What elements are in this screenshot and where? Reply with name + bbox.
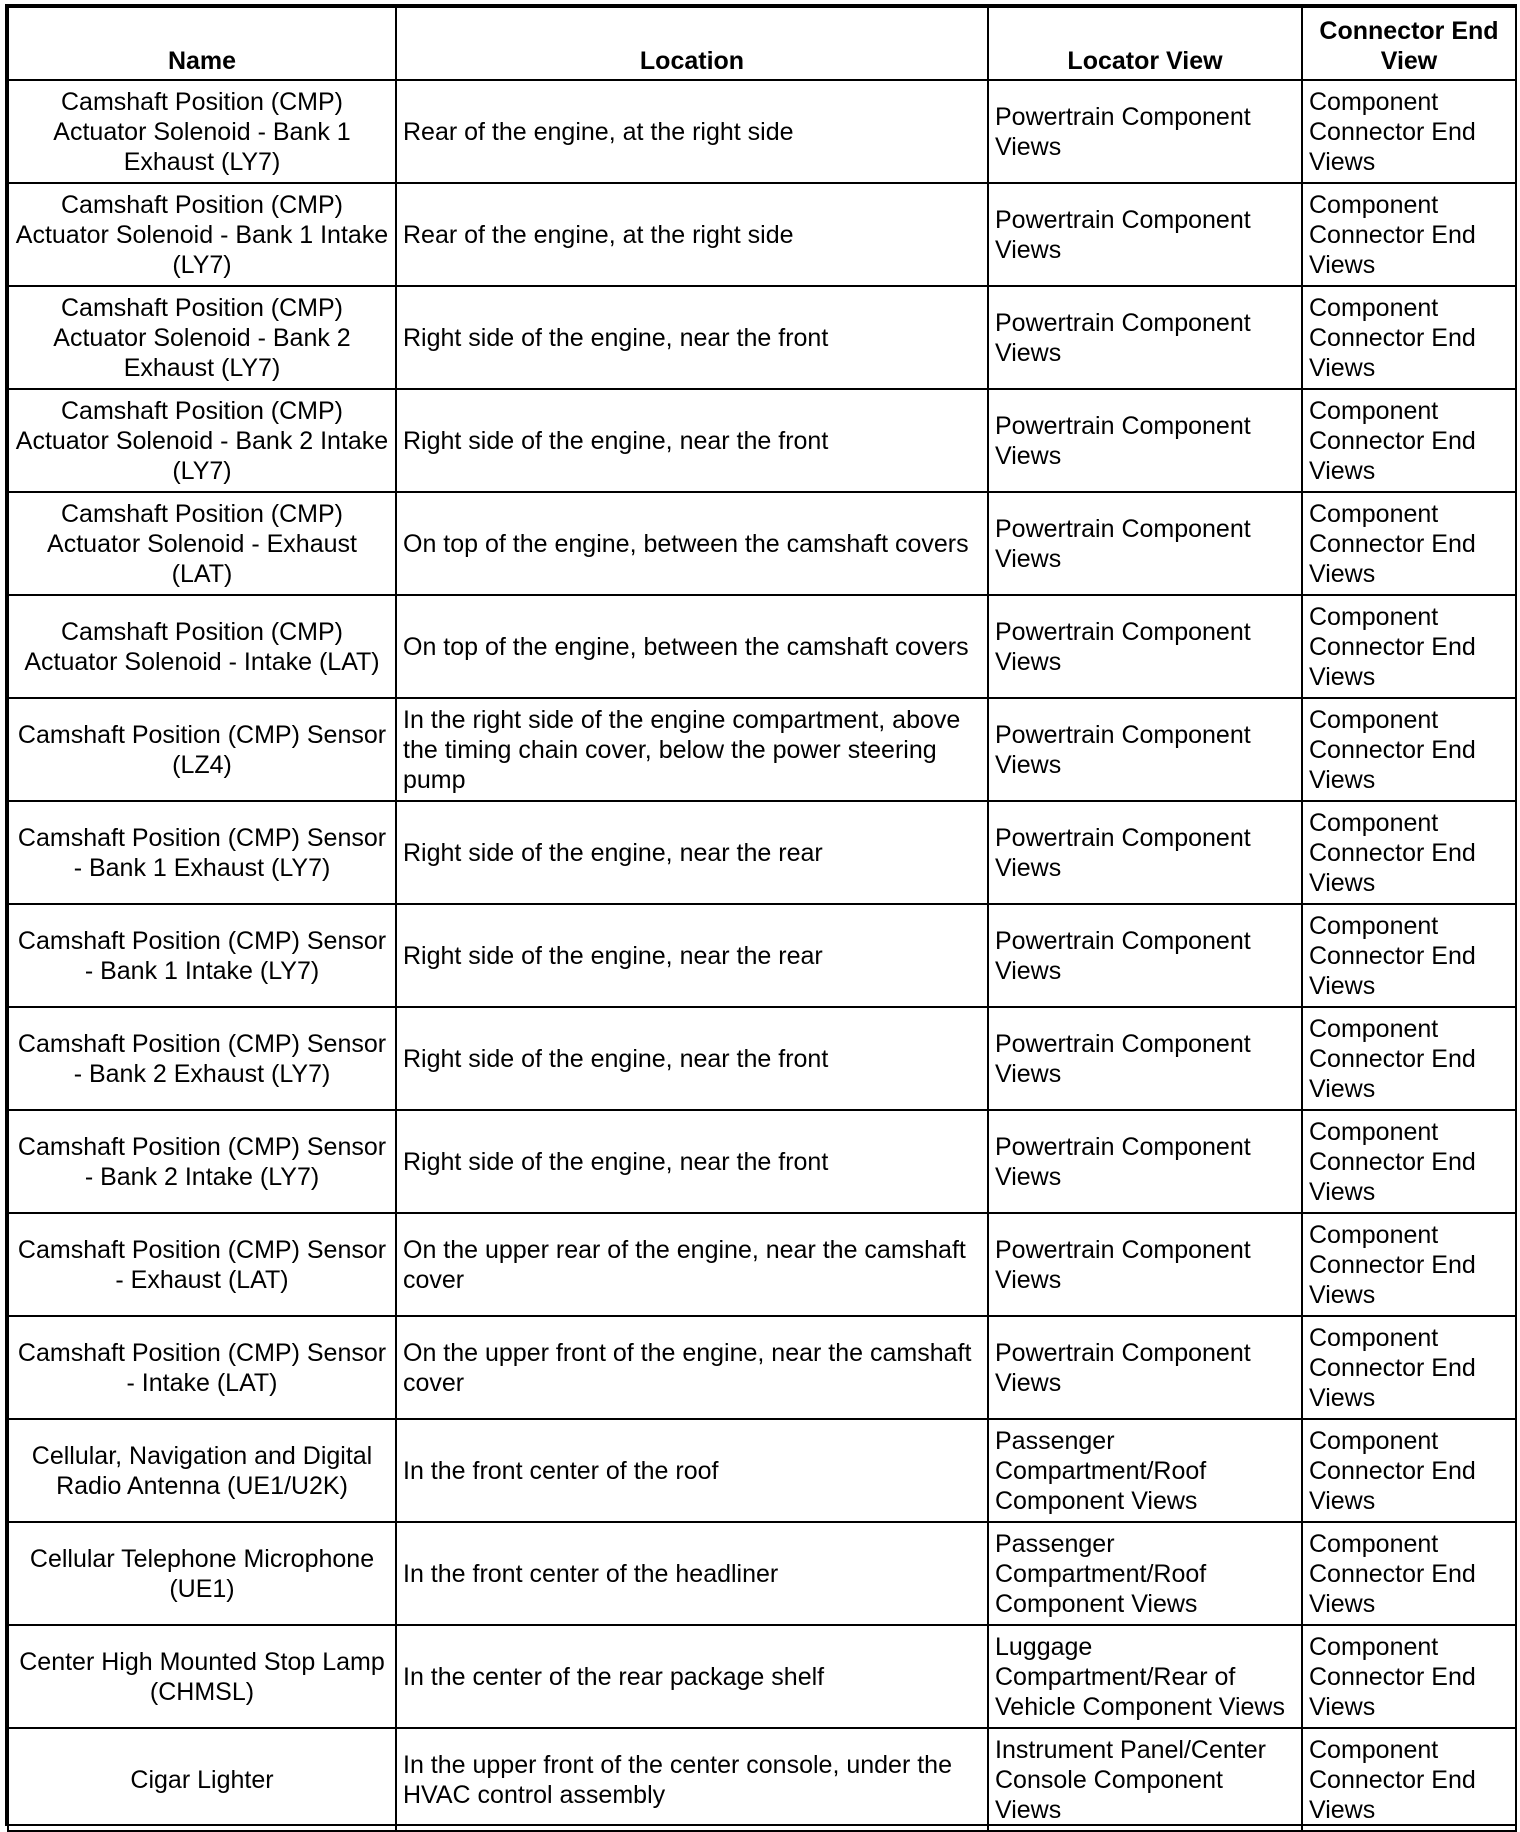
name-cell: Cellular Telephone Microphone (UE1) (8, 1522, 396, 1625)
table-row (8, 1213, 1516, 1316)
name-cell: Camshaft Position (CMP) Actuator Solenoid - Intake (LAT) (8, 595, 396, 698)
locator-view-cell: Luggage Compartment/Rear of Vehicle Component Views (988, 1625, 1302, 1728)
locator-view-cell: Powertrain Component Views (988, 1213, 1302, 1316)
name-cell: Camshaft Position (CMP) Actuator Solenoid - Bank 1 Exhaust (LY7) (8, 80, 396, 183)
location-cell: Right side of the engine, near the front (396, 1110, 988, 1213)
table-row (8, 1316, 1516, 1419)
name-cell: Camshaft Position (CMP) Actuator Solenoid - Bank 2 Intake (LY7) (8, 389, 396, 492)
location-cell: On top of the engine, between the camshaft covers (396, 595, 988, 698)
table-row (8, 492, 1516, 595)
locator-view-cell: Powertrain Component Views (988, 1110, 1302, 1213)
location-cell: In the upper front of the center console, under the HVAC control assembly (396, 1728, 988, 1831)
location-cell: Rear of the engine, at the right side (396, 183, 988, 286)
locator-view-cell: Powertrain Component Views (988, 183, 1302, 286)
location-cell: Rear of the engine, at the right side (396, 80, 988, 183)
location-cell: Right side of the engine, near the rear (396, 904, 988, 1007)
name-cell: Camshaft Position (CMP) Actuator Solenoid - Bank 1 Intake (LY7) (8, 183, 396, 286)
locator-view-cell: Powertrain Component Views (988, 595, 1302, 698)
connector-end-view-cell: Component Connector End Views (1302, 1625, 1516, 1728)
table-row (8, 389, 1516, 492)
table-row (8, 286, 1516, 389)
table-row (8, 595, 1516, 698)
location-cell: Right side of the engine, near the front (396, 1007, 988, 1110)
component-locator-table (7, 6, 1517, 1832)
name-cell: Center High Mounted Stop Lamp (CHMSL) (8, 1625, 396, 1728)
connector-end-view-cell: Component Connector End Views (1302, 904, 1516, 1007)
table-row (8, 183, 1516, 286)
locator-view-cell: Powertrain Component Views (988, 492, 1302, 595)
connector-end-view-cell: Component Connector End Views (1302, 595, 1516, 698)
connector-end-view-cell: Component Connector End Views (1302, 492, 1516, 595)
header-row (8, 7, 1516, 80)
connector-end-view-cell: Component Connector End Views (1302, 698, 1516, 801)
locator-view-cell: Passenger Compartment/Roof Component Views (988, 1522, 1302, 1625)
name-cell: Camshaft Position (CMP) Sensor - Exhaust (LAT) (8, 1213, 396, 1316)
locator-view-cell: Powertrain Component Views (988, 286, 1302, 389)
connector-end-view-cell: Component Connector End Views (1302, 1316, 1516, 1419)
location-cell: On the upper rear of the engine, near the camshaft cover (396, 1213, 988, 1316)
locator-view-cell: Powertrain Component Views (988, 698, 1302, 801)
locator-view-cell: Powertrain Component Views (988, 389, 1302, 492)
column-header-connector-end-view: Connector End View (1302, 7, 1516, 80)
table-header (8, 7, 1516, 80)
column-header-name: Name (8, 7, 396, 80)
connector-end-view-cell: Component Connector End Views (1302, 1728, 1516, 1831)
connector-end-view-cell: Component Connector End Views (1302, 286, 1516, 389)
name-cell: Cigar Lighter (8, 1728, 396, 1831)
name-cell: Camshaft Position (CMP) Sensor - Bank 1 Intake (LY7) (8, 904, 396, 1007)
location-cell: On the upper front of the engine, near the camshaft cover (396, 1316, 988, 1419)
locator-view-cell: Powertrain Component Views (988, 904, 1302, 1007)
connector-end-view-cell: Component Connector End Views (1302, 1522, 1516, 1625)
connector-end-view-cell: Component Connector End Views (1302, 1110, 1516, 1213)
locator-view-cell: Powertrain Component Views (988, 80, 1302, 183)
location-cell: On top of the engine, between the camshaft covers (396, 492, 988, 595)
connector-end-view-cell: Component Connector End Views (1302, 1213, 1516, 1316)
connector-end-view-cell: Component Connector End Views (1302, 1419, 1516, 1522)
location-cell: Right side of the engine, near the rear (396, 801, 988, 904)
connector-end-view-cell: Component Connector End Views (1302, 801, 1516, 904)
name-cell: Camshaft Position (CMP) Sensor - Bank 2 Exhaust (LY7) (8, 1007, 396, 1110)
location-cell: In the front center of the roof (396, 1419, 988, 1522)
table-row (8, 80, 1516, 183)
connector-end-view-cell: Component Connector End Views (1302, 1007, 1516, 1110)
table-row (8, 904, 1516, 1007)
table-row (8, 801, 1516, 904)
connector-end-view-cell: Component Connector End Views (1302, 183, 1516, 286)
name-cell: Camshaft Position (CMP) Sensor - Intake (LAT) (8, 1316, 396, 1419)
locator-view-cell: Powertrain Component Views (988, 801, 1302, 904)
table-body (8, 80, 1516, 1831)
locator-view-cell: Powertrain Component Views (988, 1007, 1302, 1110)
table-row (8, 1522, 1516, 1625)
name-cell: Camshaft Position (CMP) Actuator Solenoid - Exhaust (LAT) (8, 492, 396, 595)
location-cell: In the front center of the headliner (396, 1522, 988, 1625)
table-row (8, 1728, 1516, 1831)
name-cell: Camshaft Position (CMP) Sensor - Bank 2 Intake (LY7) (8, 1110, 396, 1213)
connector-end-view-cell: Component Connector End Views (1302, 389, 1516, 492)
name-cell: Cellular, Navigation and Digital Radio Antenna (UE1/U2K) (8, 1419, 396, 1522)
locator-view-cell: Instrument Panel/Center Console Component Views (988, 1728, 1302, 1831)
locator-view-cell: Powertrain Component Views (988, 1316, 1302, 1419)
name-cell: Camshaft Position (CMP) Actuator Solenoid - Bank 2 Exhaust (LY7) (8, 286, 396, 389)
table-row (8, 698, 1516, 801)
table-row (8, 1625, 1516, 1728)
locator-view-cell: Passenger Compartment/Roof Component Views (988, 1419, 1302, 1522)
location-cell: In the right side of the engine compartment, above the timing chain cover, below the power steering pump (396, 698, 988, 801)
location-cell: In the center of the rear package shelf (396, 1625, 988, 1728)
location-cell: Right side of the engine, near the front (396, 389, 988, 492)
name-cell: Camshaft Position (CMP) Sensor - Bank 1 Exhaust (LY7) (8, 801, 396, 904)
column-header-locator-view: Locator View (988, 7, 1302, 80)
column-header-location: Location (396, 7, 988, 80)
table-row (8, 1007, 1516, 1110)
name-cell: Camshaft Position (CMP) Sensor (LZ4) (8, 698, 396, 801)
connector-end-view-cell: Component Connector End Views (1302, 80, 1516, 183)
table-row (8, 1419, 1516, 1522)
table-row (8, 1110, 1516, 1213)
location-cell: Right side of the engine, near the front (396, 286, 988, 389)
